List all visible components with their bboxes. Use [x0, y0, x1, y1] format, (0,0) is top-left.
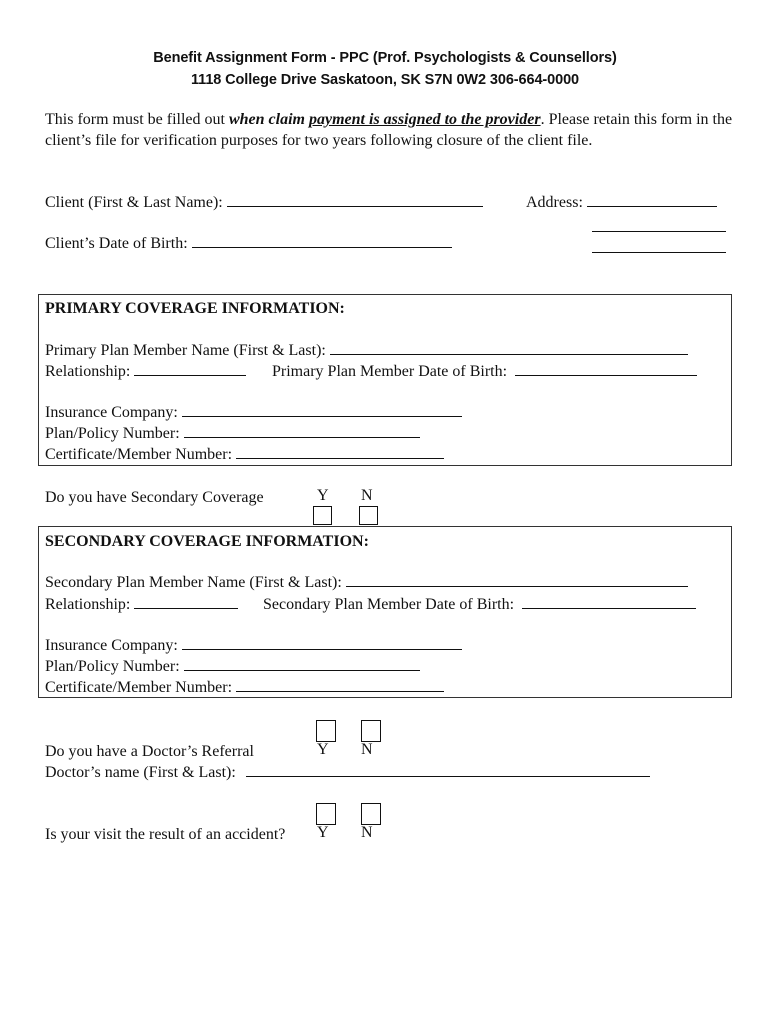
secondary-relationship-field[interactable] [134, 595, 238, 609]
primary-member-name-row [45, 340, 688, 361]
secondary-certificate-field[interactable] [236, 678, 444, 692]
primary-insurance-label: Insurance Company: [45, 404, 178, 421]
client-dob-row [45, 233, 452, 254]
primary-certificate-label: Certificate/Member Number: [45, 446, 233, 463]
secondary-certificate-row [45, 677, 444, 698]
accident-no-label: N [361, 824, 373, 841]
secondary-no-checkbox[interactable] [359, 506, 378, 525]
secondary-member-name-row [45, 572, 688, 593]
secondary-policy-field[interactable] [184, 657, 420, 671]
accident-no-checkbox[interactable] [361, 803, 381, 825]
secondary-yes-checkbox[interactable] [313, 506, 332, 525]
primary-policy-label: Plan/Policy Number: [45, 425, 180, 442]
client-address-line-1[interactable] [587, 193, 717, 207]
secondary-insurance-row [45, 635, 462, 656]
intro-emphasis: when claim [228, 111, 309, 128]
primary-relationship-field[interactable] [134, 362, 246, 376]
primary-insurance-field[interactable] [182, 403, 462, 417]
secondary-certificate-label: Certificate/Member Number: [45, 679, 233, 696]
primary-policy-row [45, 423, 420, 444]
doctor-name-field[interactable] [246, 763, 650, 777]
primary-heading: PRIMARY COVERAGE INFORMATION: [45, 300, 345, 317]
referral-question-label: Do you have a Doctor’s Referral [45, 743, 254, 760]
client-dob-label: Client’s Date of Birth: [45, 235, 188, 252]
accident-yes-label: Y [317, 824, 329, 841]
primary-member-name-field[interactable] [330, 341, 688, 355]
intro-paragraph [45, 109, 735, 151]
primary-member-dob-row [272, 361, 697, 382]
primary-certificate-field[interactable] [236, 445, 444, 459]
secondary-policy-label: Plan/Policy Number: [45, 658, 180, 675]
doctor-name-label: Doctor’s name (First & Last): [45, 764, 236, 781]
secondary-member-dob-row [263, 594, 696, 615]
client-address-line-2[interactable] [592, 218, 726, 232]
client-address-row [526, 192, 717, 213]
secondary-heading: SECONDARY COVERAGE INFORMATION: [45, 533, 369, 550]
secondary-insurance-label: Insurance Company: [45, 637, 178, 654]
client-name-field[interactable] [227, 193, 483, 207]
intro-text-1: This form must be filled out [45, 111, 229, 128]
secondary-insurance-field[interactable] [182, 636, 462, 650]
primary-certificate-row [45, 444, 444, 465]
referral-yes-checkbox[interactable] [316, 720, 336, 742]
referral-no-checkbox[interactable] [361, 720, 381, 742]
secondary-member-name-field[interactable] [346, 573, 688, 587]
primary-policy-field[interactable] [184, 424, 420, 438]
secondary-question-label: Do you have Secondary Coverage [45, 489, 264, 506]
secondary-relationship-row [45, 594, 238, 615]
primary-insurance-row [45, 402, 462, 423]
client-dob-field[interactable] [192, 234, 452, 248]
client-address-label: Address: [526, 194, 583, 211]
secondary-relationship-label: Relationship: [45, 596, 131, 613]
referral-yes-label: Y [317, 741, 329, 758]
primary-relationship-label: Relationship: [45, 363, 131, 380]
secondary-member-dob-label: Secondary Plan Member Date of Birth: [263, 596, 515, 613]
primary-relationship-row [45, 361, 246, 382]
intro-emphasis-underlined: payment is assigned to the provider [309, 111, 541, 128]
secondary-yes-label: Y [317, 487, 329, 504]
doctor-name-row [45, 762, 650, 783]
client-name-label: Client (First & Last Name): [45, 194, 223, 211]
secondary-member-dob-field[interactable] [522, 595, 696, 609]
primary-member-name-label: Primary Plan Member Name (First & Last): [45, 342, 326, 359]
form-title: Benefit Assignment Form - PPC (Prof. Psychologists & Counsellors) [153, 50, 617, 66]
accident-yes-checkbox[interactable] [316, 803, 336, 825]
form-address: 1118 College Drive Saskatoon, SK S7N 0W2 306-664-0000 [190, 72, 580, 88]
primary-member-dob-label: Primary Plan Member Date of Birth: [272, 363, 508, 380]
client-name-row [45, 192, 483, 213]
secondary-no-label: N [361, 487, 373, 504]
secondary-policy-row [45, 656, 420, 677]
client-address-line-3[interactable] [592, 239, 726, 253]
primary-member-dob-field[interactable] [515, 362, 697, 376]
accident-question-label: Is your visit the result of an accident? [45, 826, 286, 843]
referral-no-label: N [361, 741, 373, 758]
secondary-member-name-label: Secondary Plan Member Name (First & Last): [45, 574, 342, 591]
intro-text-2: . Please retain this form in the client’s file for verification purposes for two years following closure of the client file. [45, 111, 733, 149]
